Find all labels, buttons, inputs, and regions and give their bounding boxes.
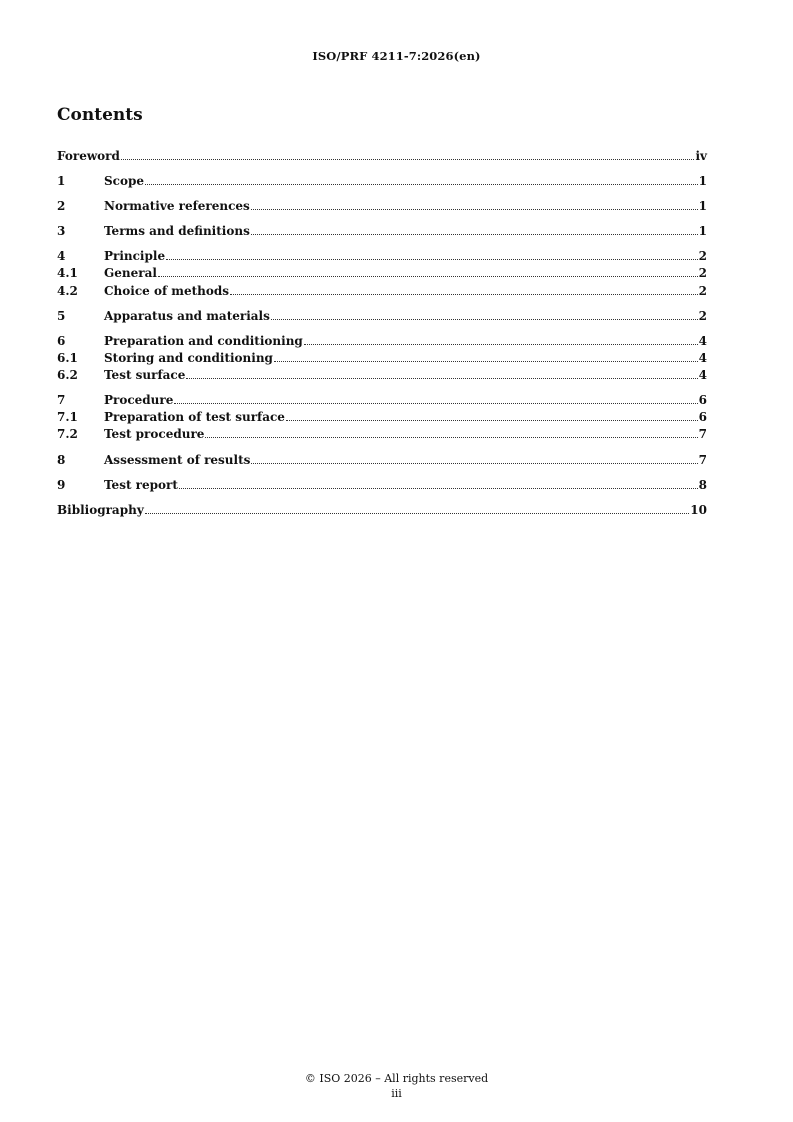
- toc-entry-page: 4: [698, 334, 707, 348]
- dot-leader: [205, 426, 697, 438]
- dot-leader: [304, 333, 698, 345]
- dot-leader: [145, 173, 698, 185]
- toc-entry-page: 1: [698, 224, 707, 238]
- toc-entry-bibliography[interactable]: [57, 502, 707, 518]
- toc-entry-page: 2: [698, 284, 707, 298]
- toc-entry-page: 10: [690, 503, 707, 517]
- toc-entry-page: 6: [698, 410, 707, 424]
- toc-title: Contents: [57, 105, 143, 125]
- toc-entry-label: Test report: [104, 478, 178, 492]
- toc-entry-label: Foreword: [57, 149, 120, 163]
- dot-leader: [251, 198, 698, 210]
- dot-leader: [174, 392, 697, 404]
- toc-entry-label: Preparation of test surface: [104, 410, 285, 424]
- page-number: iii: [391, 1087, 402, 1100]
- toc-entry-page: 7: [698, 453, 707, 467]
- toc-entry-7[interactable]: [57, 392, 707, 408]
- toc-entry-label: Procedure: [104, 393, 174, 407]
- toc-entry-label: Preparation and conditioning: [104, 334, 303, 348]
- toc-entry-label: Apparatus and materials: [104, 309, 270, 323]
- toc-entry-1[interactable]: [57, 173, 707, 189]
- toc-entry-page: 7: [698, 427, 707, 441]
- toc-entry-page: iv: [695, 149, 707, 163]
- toc-entry-number: 4.1: [57, 266, 78, 280]
- dot-leader: [158, 265, 698, 277]
- toc-entry-6[interactable]: [57, 333, 707, 349]
- toc-entry-number: 7.1: [57, 410, 78, 424]
- toc-entry-number: 8: [57, 453, 66, 467]
- dot-leader: [274, 350, 698, 362]
- toc-entry-number: 6: [57, 334, 66, 348]
- toc-entry-label: Choice of methods: [104, 284, 230, 298]
- toc-entry-number: 6.2: [57, 368, 78, 382]
- toc-entry-number: 9: [57, 478, 66, 492]
- copyright-notice: © ISO 2026 – All rights reserved: [304, 1072, 489, 1085]
- toc-entry-4-1[interactable]: [57, 265, 707, 281]
- toc-entry-9[interactable]: [57, 477, 707, 493]
- document-header: ISO/PRF 4211-7:2026(en): [312, 49, 481, 63]
- dot-leader: [145, 502, 690, 514]
- toc-entry-page: 4: [698, 351, 707, 365]
- toc-entry-label: Test procedure: [104, 427, 205, 441]
- toc-entry-number: 7.2: [57, 427, 78, 441]
- dot-leader: [251, 223, 698, 235]
- dot-leader: [230, 283, 698, 295]
- toc-entry-label: Storing and conditioning: [104, 351, 273, 365]
- toc-entry-foreword[interactable]: [57, 148, 707, 164]
- toc-entry-label: Assessment of results: [104, 453, 251, 467]
- toc-entry-number: 7: [57, 393, 66, 407]
- toc-entry-page: 2: [698, 309, 707, 323]
- toc-entry-6-2[interactable]: [57, 367, 707, 383]
- toc-entry-4[interactable]: [57, 248, 707, 264]
- toc-entry-label: Principle: [104, 249, 166, 263]
- toc-entry-7-2[interactable]: [57, 426, 707, 442]
- toc-entry-label: Terms and definitions: [104, 224, 250, 238]
- toc-entry-page: 6: [698, 393, 707, 407]
- toc-entry-label: Normative references: [104, 199, 250, 213]
- toc-entry-label: Test surface: [104, 368, 186, 382]
- toc-entry-3[interactable]: [57, 223, 707, 239]
- toc-entry-number: 4.2: [57, 284, 78, 298]
- toc-entry-page: 2: [698, 266, 707, 280]
- toc-entry-page: 4: [698, 368, 707, 382]
- toc-entry-page: 8: [698, 478, 707, 492]
- toc-entry-label: General: [104, 266, 157, 280]
- dot-leader: [186, 367, 697, 379]
- toc-entry-number: 1: [57, 174, 66, 188]
- toc-entry-page: 1: [698, 174, 707, 188]
- toc-entry-6-1[interactable]: [57, 350, 707, 366]
- toc-entry-number: 4: [57, 249, 66, 263]
- toc-entry-label: Scope: [104, 174, 145, 188]
- dot-leader: [286, 409, 698, 421]
- toc-entry-number: 6.1: [57, 351, 78, 365]
- toc-entry-2[interactable]: [57, 198, 707, 214]
- dot-leader: [179, 477, 698, 489]
- dot-leader: [251, 452, 697, 464]
- toc-entry-number: 5: [57, 309, 66, 323]
- dot-leader: [121, 148, 695, 160]
- toc-entry-number: 2: [57, 199, 66, 213]
- toc-entry-label: Bibliography: [57, 503, 144, 517]
- dot-leader: [271, 308, 698, 320]
- toc-entry-4-2[interactable]: [57, 283, 707, 299]
- toc-entry-8[interactable]: [57, 452, 707, 468]
- toc-entry-page: 1: [698, 199, 707, 213]
- page-footer: [0, 1071, 793, 1101]
- toc-entry-7-1[interactable]: [57, 409, 707, 425]
- toc-entry-page: 2: [698, 249, 707, 263]
- toc-entry-number: 3: [57, 224, 66, 238]
- toc-entry-5[interactable]: [57, 308, 707, 324]
- dot-leader: [166, 248, 698, 260]
